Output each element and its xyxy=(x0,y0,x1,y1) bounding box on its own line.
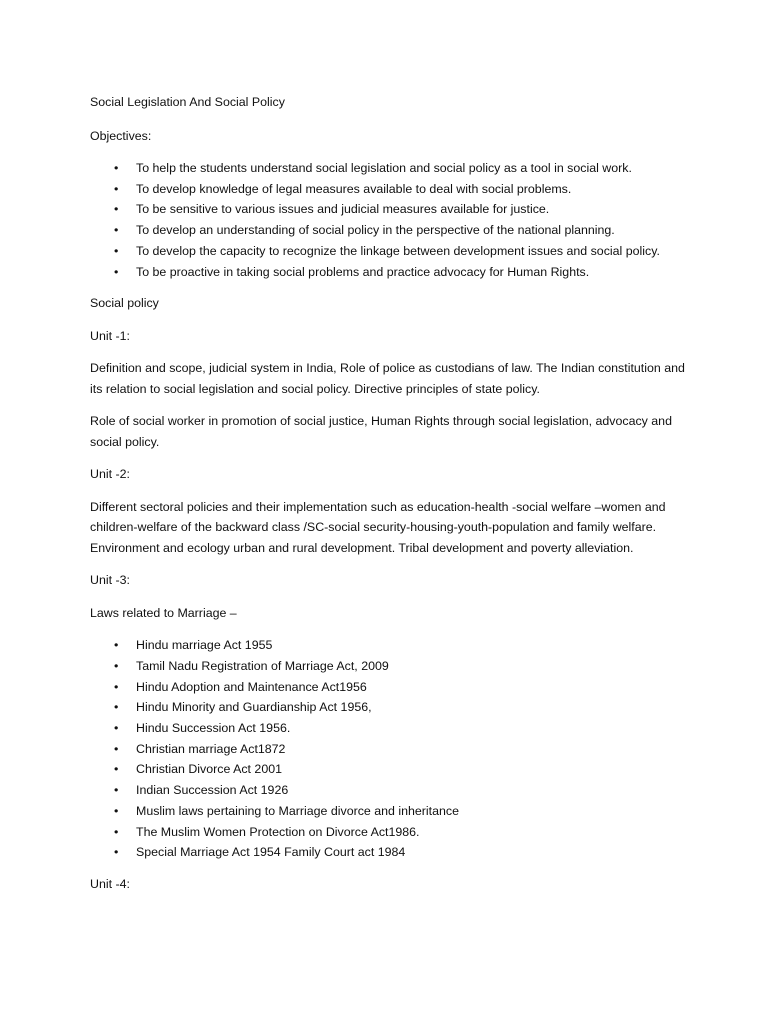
objective-item xyxy=(90,179,690,200)
marriage-laws-list xyxy=(90,635,690,863)
unit-4-heading: Unit -4: xyxy=(90,876,130,891)
law-item xyxy=(90,718,690,739)
bullet-icon: • xyxy=(114,658,119,673)
bullet-icon: • xyxy=(114,181,119,196)
unit-2-paragraph: Different sectoral policies and their implementation such as education-health -social welfare –women and children-welfare of the backward class /SC-social security-housing-youth-population and family welfare. Environment and ecology urban and rural development. Tribal development and poverty alleviation. xyxy=(90,499,666,555)
law-item xyxy=(90,842,690,863)
objective-item xyxy=(90,220,690,241)
bullet-icon: • xyxy=(114,638,119,653)
law-text: Christian marriage Act1872 xyxy=(136,741,286,756)
objective-text: To help the students understand social legislation and social policy as a tool in social work. xyxy=(136,161,632,175)
unit-3-heading: Unit -3: xyxy=(90,573,130,588)
law-item xyxy=(90,656,690,677)
bullet-icon: • xyxy=(114,783,119,798)
unit-1-heading: Unit -1: xyxy=(90,328,130,343)
law-item xyxy=(90,739,690,760)
objective-item xyxy=(90,158,690,179)
unit-3-intro: Laws related to Marriage – xyxy=(90,605,237,620)
law-text: Hindu Succession Act 1956. xyxy=(136,721,291,736)
bullet-icon: • xyxy=(114,161,119,175)
law-text: Muslim laws pertaining to Marriage divorce and inheritance xyxy=(136,803,459,818)
law-text: Hindu Adoption and Maintenance Act1956 xyxy=(136,679,367,694)
law-text: Hindu Minority and Guardianship Act 1956, xyxy=(136,700,372,715)
objective-text: To develop an understanding of social policy in the perspective of the national planning. xyxy=(136,223,615,238)
objective-item xyxy=(90,262,690,283)
bullet-icon: • xyxy=(114,264,119,279)
law-item xyxy=(90,780,690,801)
document-page xyxy=(90,92,690,906)
objective-text: To be sensitive to various issues and judicial measures available for justice. xyxy=(136,202,550,217)
objective-item xyxy=(90,199,690,220)
bullet-icon: • xyxy=(114,824,119,839)
objective-text: To develop knowledge of legal measures available to deal with social problems. xyxy=(136,181,572,196)
section-heading-social-policy: Social policy xyxy=(90,296,159,311)
law-text: Christian Divorce Act 2001 xyxy=(136,762,283,777)
unit-2-heading: Unit -2: xyxy=(90,467,130,482)
law-text: Special Marriage Act 1954 Family Court act 1984 xyxy=(136,845,406,860)
unit-1-paragraph: Definition and scope, judicial system in India, Role of police as custodians of law. The Indian constitution and its relation to social legislation and social policy. Directive principles of state policy. xyxy=(90,361,685,396)
bullet-icon: • xyxy=(114,741,119,756)
law-item xyxy=(90,801,690,822)
law-text: The Muslim Women Protection on Divorce Act1986. xyxy=(136,824,420,839)
law-text: Hindu marriage Act 1955 xyxy=(136,638,273,653)
unit-1-paragraph: Role of social worker in promotion of social justice, Human Rights through social legislation, advocacy and social policy. xyxy=(90,414,672,449)
law-item xyxy=(90,635,690,656)
bullet-icon: • xyxy=(114,762,119,777)
objectives-list xyxy=(90,158,690,282)
law-item xyxy=(90,677,690,698)
bullet-icon: • xyxy=(114,721,119,736)
law-item xyxy=(90,759,690,780)
bullet-icon: • xyxy=(114,679,119,694)
bullet-icon: • xyxy=(114,223,119,238)
bullet-icon: • xyxy=(114,845,119,860)
objective-text: To develop the capacity to recognize the linkage between development issues and social policy. xyxy=(136,243,660,258)
law-text: Tamil Nadu Registration of Marriage Act, 2009 xyxy=(136,658,389,673)
bullet-icon: • xyxy=(114,202,119,217)
objective-text: To be proactive in taking social problems and practice advocacy for Human Rights. xyxy=(136,264,590,279)
law-item xyxy=(90,822,690,843)
objective-item xyxy=(90,241,690,262)
objectives-heading: Objectives: xyxy=(90,128,152,143)
law-item xyxy=(90,697,690,718)
bullet-icon: • xyxy=(114,700,119,715)
bullet-icon: • xyxy=(114,243,119,258)
document-title: Social Legislation And Social Policy xyxy=(90,95,285,109)
law-text: Indian Succession Act 1926 xyxy=(136,783,289,798)
bullet-icon: • xyxy=(114,803,119,818)
